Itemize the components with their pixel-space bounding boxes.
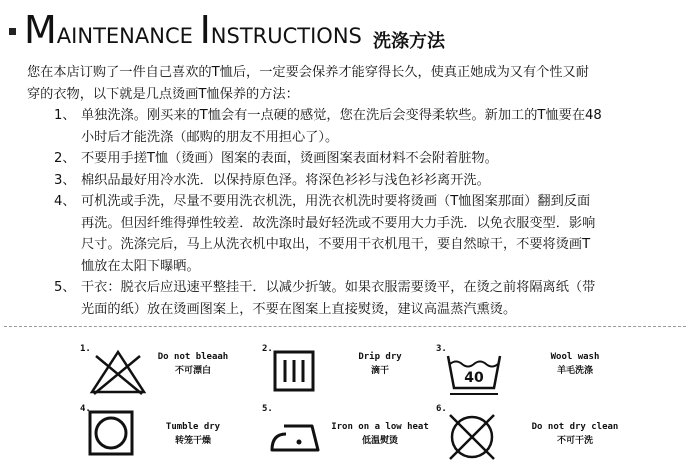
care-label-cn: 不可干洗: [556, 436, 593, 446]
drip-dry-icon: [262, 344, 334, 396]
care-label-en: Iron on a low heat: [331, 422, 429, 432]
care-label: [138, 420, 248, 448]
list-item: [0, 277, 668, 320]
list-item: [0, 170, 668, 192]
care-label-cn: 羊毛洗涤: [556, 366, 593, 376]
care-label: [325, 350, 435, 378]
care-label-cn: 转笼干燥: [174, 436, 211, 446]
title-part: I: [199, 8, 211, 52]
header: [0, 8, 690, 54]
title-part: NSTRUCTIONS: [210, 24, 362, 48]
item-line: 不要用手搓T恤（烫画）图案的表面，烫画图案表面材料不会附着脏物。: [81, 151, 498, 166]
care-symbol-wool-wash: [436, 344, 508, 396]
care-label: [520, 420, 630, 448]
care-symbol-drip-dry: [262, 344, 334, 396]
care-label-cn: 不可漂白: [174, 366, 211, 376]
intro-line: 穿的衣物，以下就是几点烫画T恤保养的方法：: [27, 86, 299, 102]
item-line: 光面的纸）放在烫画图案上，不要在图案上直接熨烫，建议高温蒸汽熏烫。: [81, 301, 517, 317]
item-number: 5、: [54, 280, 76, 295]
symbol-number: 3.: [436, 344, 447, 354]
iron-low-heat-icon: [262, 404, 334, 464]
care-symbol-no-dry-clean: [436, 404, 508, 456]
item-line: 干衣：脱衣后应迅速平整挂干．以减少折皱。如果衣服需要烫平，在烫之前将隔离纸（带: [81, 280, 596, 295]
title-part: AINTENANCE: [56, 24, 200, 48]
care-label-en: Do not dry clean: [531, 422, 619, 432]
wash-temperature: 40: [464, 370, 484, 386]
care-label-cn: 滴干: [370, 366, 389, 376]
care-label: [138, 350, 248, 378]
care-label-en: Drip dry: [358, 352, 402, 362]
title-chinese: 洗涤方法: [373, 31, 445, 52]
list-item: [0, 148, 668, 170]
symbol-number: 6.: [436, 404, 447, 414]
symbol-number: 5.: [262, 404, 273, 414]
care-label: [520, 350, 630, 378]
symbol-number: 2.: [262, 344, 273, 354]
do-not-dry-clean-icon: [436, 404, 508, 464]
intro-paragraph: [27, 62, 687, 105]
symbol-number: 4.: [80, 404, 91, 414]
instructions-text: [0, 62, 690, 320]
bullet-square-icon: [9, 28, 16, 35]
care-symbol-iron-low-heat: [262, 404, 334, 456]
care-label: [325, 420, 435, 448]
item-line: 尺寸。洗涤完后，马上从洗衣机中取出，不要用干衣机甩干，要自然晾干，不要将烫画T: [81, 237, 591, 252]
title-english: [24, 8, 362, 52]
care-label-en: Wool wash: [550, 352, 600, 362]
care-label-en: Do not bleaah: [157, 352, 229, 362]
title-part: M: [24, 8, 57, 52]
item-number: 3、: [54, 172, 76, 188]
instruction-list: [0, 105, 690, 320]
care-label-en: Tumble dry: [165, 422, 221, 432]
item-number: 4、: [54, 194, 76, 209]
item-line: 恤放在太阳下曝晒。: [81, 258, 200, 274]
wool-wash-40-icon: [436, 344, 508, 396]
item-line: 小时后才能洗涤（邮购的朋友不用担心了）。: [81, 129, 339, 145]
item-line: 棉织品最好用冷水洗．以保持原色泽。将深色衫衫与浅色衫衫离开洗。: [81, 172, 490, 188]
item-number: 2、: [54, 151, 76, 166]
care-label-cn: 低温熨烫: [361, 436, 398, 446]
list-item: [0, 191, 668, 277]
dashed-divider: [4, 326, 686, 327]
care-symbols: [0, 338, 690, 468]
item-line: 再洗。但因纤维得弹性较差．故洗涤时最好轻洗或不要用大力手洗．以免衣服变型．影响: [81, 215, 596, 231]
intro-line: 您在本店订购了一件自己喜欢的T恤后，一定要会保养才能穿得长久，使真正她成为又有个性又耐: [27, 65, 589, 80]
item-line: 单独洗涤。刚买来的T恤会有一点硬的感觉，您在洗后会变得柔软些。新加工的T恤要在48: [81, 108, 602, 123]
item-number: 1、: [54, 108, 76, 123]
item-line: 可机洗或手洗，尽量不要用洗衣机洗，用洗衣机洗时要将烫画（T恤图案那面）翻到反面: [81, 194, 591, 209]
symbol-number: 1.: [80, 344, 91, 354]
list-item: [0, 105, 668, 148]
